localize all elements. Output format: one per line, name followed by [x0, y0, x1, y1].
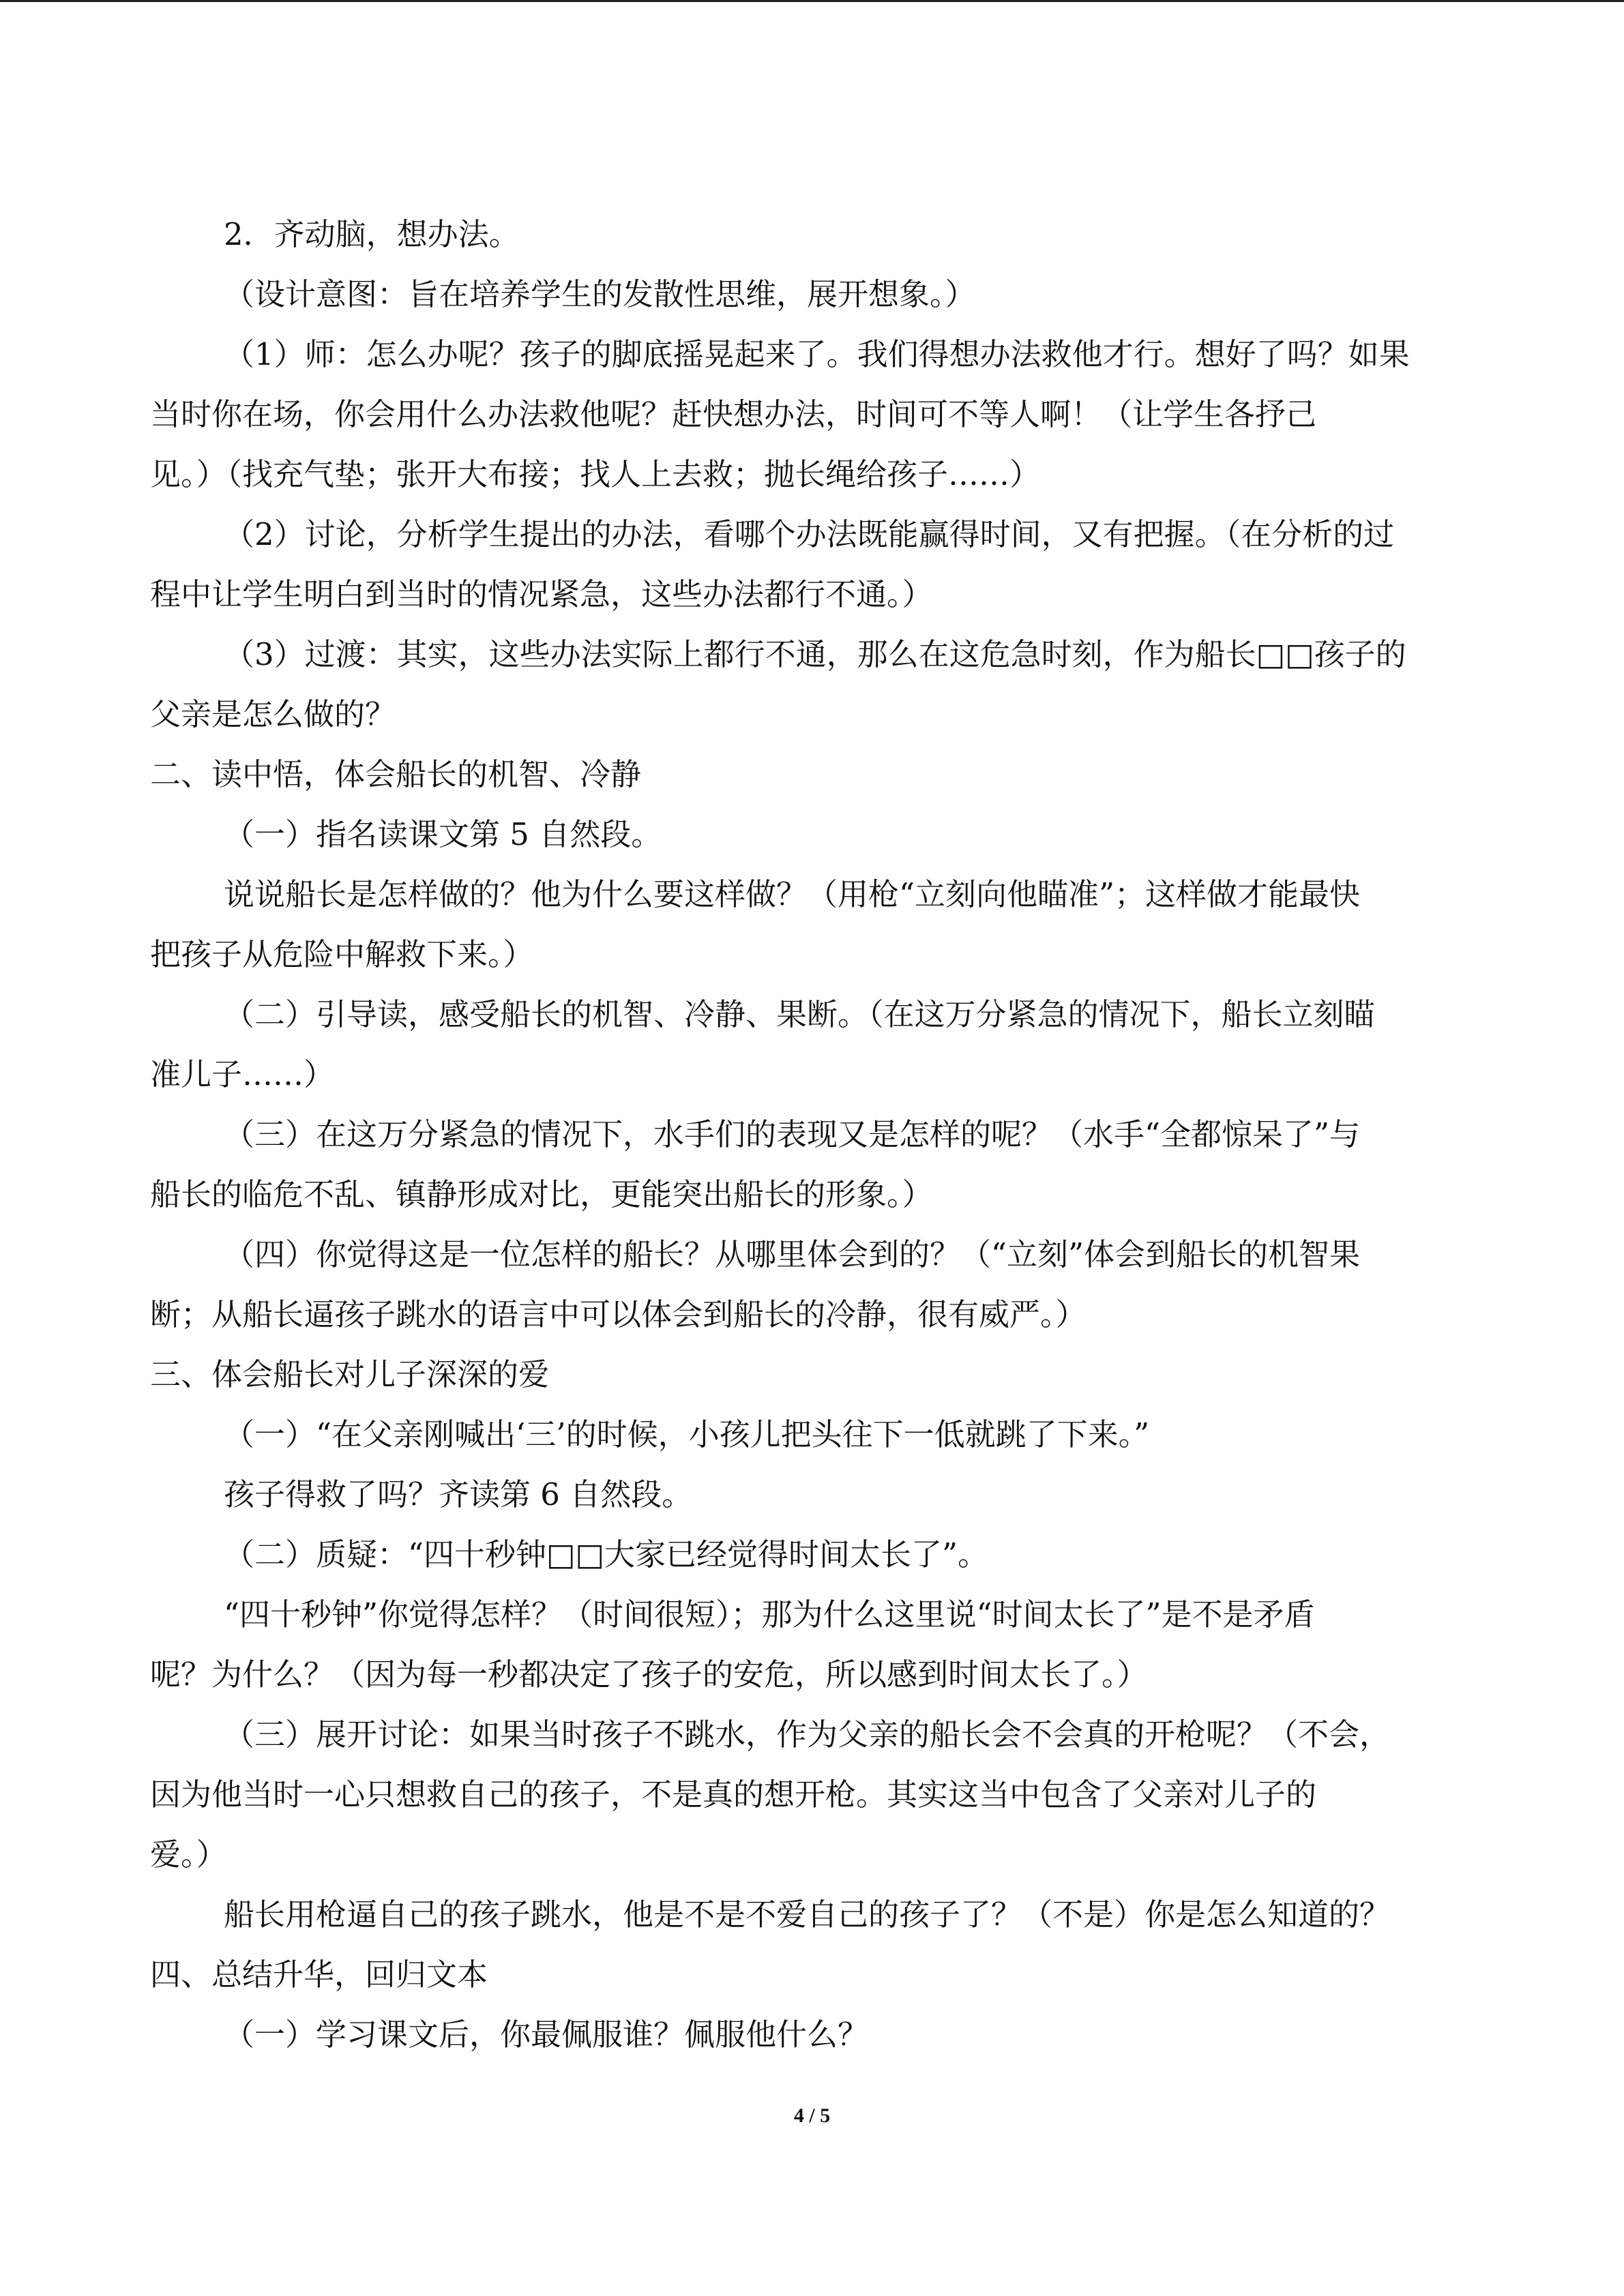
paragraph-line: （3）过渡：其实，这些办法实际上都行不通，那么在这危急时刻，作为船长□□孩子的	[224, 636, 1406, 672]
top-border-line	[0, 0, 1624, 2]
paragraph-line: （二）引导读，感受船长的机智、冷静、果断。（在这万分紧急的情况下，船长立刻瞄	[224, 996, 1375, 1032]
paragraph-line: 船长的临危不乱、镇静形成对比，更能突出船长的形象。）	[150, 1176, 933, 1212]
paragraph-line: 把孩子从危险中解救下来。）	[150, 936, 534, 972]
paragraph-line: （一）学习课文后，你最佩服谁？佩服他什么？	[224, 2016, 869, 2053]
paragraph-line: 因为他当时一心只想救自己的孩子，不是真的想开枪。其实这当中包含了父亲对儿子的	[150, 1776, 1317, 1813]
paragraph-line: 说说船长是怎样做的？他为什么要这样做？（用枪“立刻向他瞄准”；这样做才能最快	[224, 876, 1361, 912]
paragraph-line: （一）指名读课文第 5 自然段。	[224, 816, 662, 852]
paragraph-line: （2）讨论，分析学生提出的办法，看哪个办法既能赢得时间，又有把握。（在分析的过	[224, 516, 1395, 552]
paragraph-line: （一）“在父亲刚喊出‘三’的时候，小孩儿把头往下一低就跳了下来。”	[224, 1416, 1150, 1452]
section-heading-3: 三、体会船长对儿子深深的爱	[150, 1356, 550, 1392]
paragraph-line: 船长用枪逼自己的孩子跳水，他是不是不爱自己的孩子了？（不是）你是怎么知道的？	[224, 1896, 1391, 1933]
paragraph-line: （四）你觉得这是一位怎样的船长？从哪里体会到的？（“立刻”体会到船长的机智果	[224, 1236, 1361, 1272]
section-heading-4: 四、总结升华，回归文本	[150, 1956, 488, 1993]
paragraph-line: （三）在这万分紧急的情况下，水手们的表现又是怎样的呢？（水手“全都惊呆了”与	[224, 1116, 1361, 1152]
page-number: 4 / 5	[793, 2104, 831, 2127]
paragraph-line: “四十秒钟”你觉得怎样？（时间很短）；那为什么这里说“时间太长了”是不是矛盾	[224, 1596, 1315, 1632]
section-heading-2: 二、读中悟，体会船长的机智、冷静	[150, 756, 642, 792]
paragraph-line: （二）质疑：“四十秒钟□□大家已经觉得时间太长了”。	[224, 1536, 989, 1572]
list-item-step-2: 2．齐动脑，想办法。	[224, 216, 520, 252]
paragraph-line: 孩子得救了吗？齐读第 6 自然段。	[224, 1476, 693, 1512]
paragraph-line: 呢？为什么？（因为每一秒都决定了孩子的安危，所以感到时间太长了。）	[150, 1656, 1148, 1693]
design-intent-note: （设计意图：旨在培养学生的发散性思维，展开想象。）	[224, 276, 976, 312]
paragraph-line: 断；从船长逼孩子跳水的语言中可以体会到船长的冷静，很有威严。）	[150, 1296, 1087, 1332]
paragraph-line: 爱。）	[150, 1836, 227, 1873]
paragraph-line: 见。）（找充气垫；张开大布接；找人上去救；抛长绳给孩子……）	[150, 456, 1041, 492]
document-body	[150, 205, 1477, 2065]
paragraph-line: 当时你在场，你会用什么办法救他呢？赶快想办法，时间可不等人啊！（让学生各抒己	[150, 396, 1317, 432]
paragraph-line: 准儿子……）	[150, 1056, 335, 1092]
paragraph-line: 程中让学生明白到当时的情况紧急，这些办法都行不通。）	[150, 576, 933, 612]
paragraph-line: 父亲是怎么做的？	[150, 696, 396, 732]
paragraph-line: （1）师：怎么办呢？孩子的脚底摇晃起来了。我们得想办法救他才行。想好了吗？如果	[224, 336, 1410, 372]
paragraph-line: （三）展开讨论：如果当时孩子不跳水，作为父亲的船长会不会真的开枪呢？（不会，	[224, 1716, 1391, 1753]
